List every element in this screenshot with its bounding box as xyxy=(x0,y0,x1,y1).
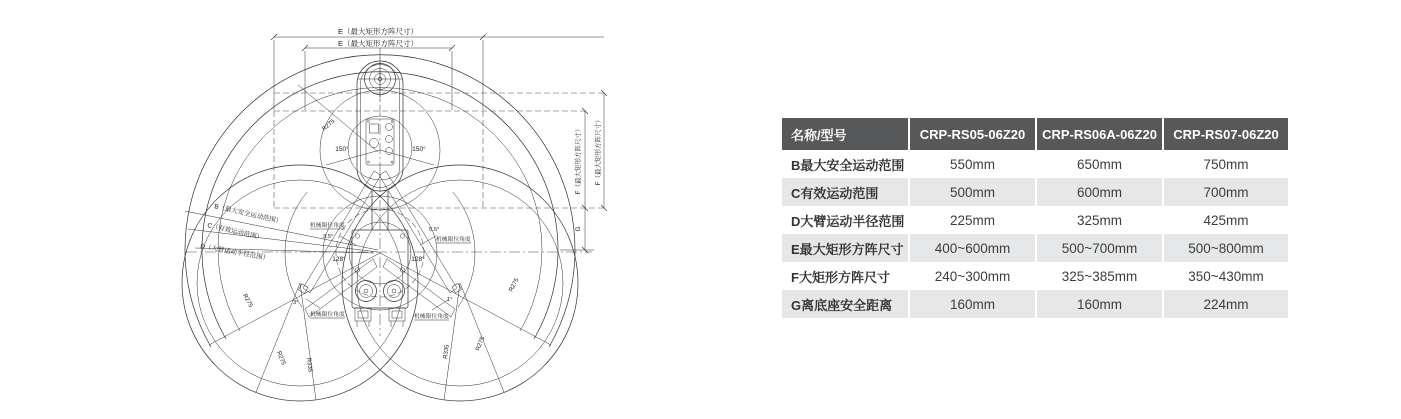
mech-limit-upper-right-label: 机械限位角度 xyxy=(436,237,471,243)
header-name-model: 名称/型号 xyxy=(782,118,908,150)
cell-value: 224mm xyxy=(1164,290,1288,318)
radial-lines xyxy=(185,85,551,400)
row-label: C有效运动范围 xyxy=(782,178,908,206)
dim-f-inner-label: F（最大矩形方阵尺寸） xyxy=(575,125,582,195)
range-b-label: B（最大安全运动范围） xyxy=(213,203,283,226)
range-c-label: C（有效运动范围） xyxy=(206,222,264,242)
header-model-3: CRP-RS07-06Z20 xyxy=(1164,118,1288,150)
dim-e-inner-label: E（最大矩形方阵尺寸） xyxy=(337,39,419,48)
cell-value: 500mm xyxy=(910,178,1035,206)
cell-value: 160mm xyxy=(1037,290,1162,318)
table-row xyxy=(782,206,1288,234)
cell-value: 350~430mm xyxy=(1164,262,1288,290)
cell-value: 750mm xyxy=(1164,150,1288,178)
cell-value: 400~600mm xyxy=(910,234,1035,262)
row-label: D大臂运动半径范围 xyxy=(782,206,908,234)
header-model-1: CRP-RS05-06Z20 xyxy=(910,118,1035,150)
cell-value: 500~800mm xyxy=(1164,234,1288,262)
table-row xyxy=(782,150,1288,178)
radius-r275-lower-left: R275 xyxy=(275,350,287,367)
cell-value: 600mm xyxy=(1037,178,1162,206)
angle-128-left: 128° xyxy=(332,256,346,263)
radius-r275-lower-right: R275 xyxy=(475,336,487,352)
cell-value: 325~385mm xyxy=(1037,262,1162,290)
radius-r335-lower-left: R335 xyxy=(305,357,313,373)
angle-128-right: 128° xyxy=(411,256,425,263)
radius-r275-right: R275 xyxy=(508,277,521,293)
table-row xyxy=(782,262,1288,290)
cell-value: 650mm xyxy=(1037,150,1162,178)
cell-value: 160mm xyxy=(910,290,1035,318)
mech-limit-upper-left-label: 机械限位角度 xyxy=(310,223,345,229)
table-row xyxy=(782,178,1288,206)
cell-value: 240~300mm xyxy=(910,262,1035,290)
table-row xyxy=(782,234,1288,262)
row-label: G离底座安全距离 xyxy=(782,290,908,318)
tool-flange xyxy=(358,57,402,101)
mech-limit-lower-right-angle: 1° xyxy=(447,297,453,303)
dim-f-outer-label: F（最大矩形方阵尺寸） xyxy=(595,116,602,186)
mech-limit-lower-left-label: 机械限位角度 xyxy=(310,312,345,318)
angle-150-right: 150° xyxy=(412,146,426,153)
dim-e-outer-label: E（最大矩形方阵尺寸） xyxy=(337,27,419,36)
dimension-lines xyxy=(271,34,607,253)
radius-r335-lower-right: R335 xyxy=(443,344,451,360)
cell-value: 425mm xyxy=(1164,206,1288,234)
row-label: B最大安全运动范围 xyxy=(782,150,908,178)
cell-value: 550mm xyxy=(910,150,1035,178)
cell-value: 500~700mm xyxy=(1037,234,1162,262)
cell-value: 700mm xyxy=(1164,178,1288,206)
row-label: F大矩形方阵尺寸 xyxy=(782,262,908,290)
table-row xyxy=(782,290,1288,318)
spec-header-row xyxy=(782,118,1288,150)
row-label: E最大矩形方阵尺寸 xyxy=(782,234,908,262)
cell-value: 325mm xyxy=(1037,206,1162,234)
header-model-2: CRP-RS06A-06Z20 xyxy=(1037,118,1162,150)
spec-table xyxy=(780,118,1282,318)
dim-g-label: G xyxy=(575,226,582,232)
radius-r275-left: R275 xyxy=(241,293,254,309)
mech-limit-upper-left-angle: 3.5° xyxy=(323,234,334,240)
range-d-label: D（大臂运动半径范围） xyxy=(199,243,270,263)
rectangle-region-lines xyxy=(274,93,607,208)
cell-value: 225mm xyxy=(910,206,1035,234)
angle-150-left: 150° xyxy=(335,146,349,153)
mech-limit-lower-left-angle: 3° xyxy=(293,300,299,306)
mech-limit-lower-right-label: 机械限位角度 xyxy=(414,314,449,320)
radius-r275-upper: R275 xyxy=(321,118,337,133)
robot-working-range-diagram xyxy=(0,0,700,419)
mech-limit-upper-right-angle: 5.5° xyxy=(429,227,440,233)
